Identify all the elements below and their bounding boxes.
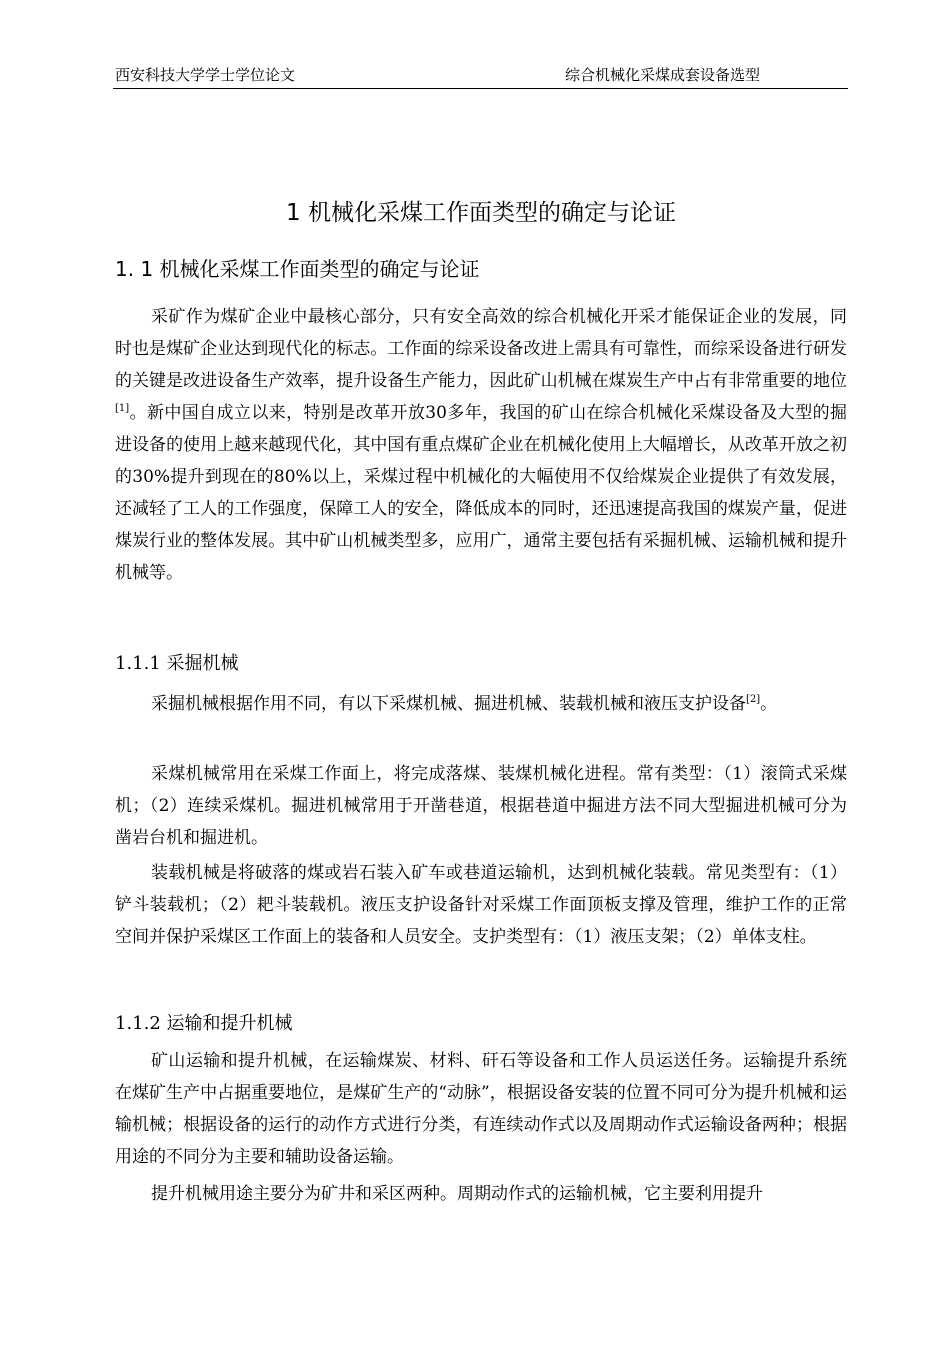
- paragraph-intro: [115, 301, 847, 589]
- paragraph-intro-text-b: 。新中国自成立以来，特别是改革开放30多年，我国的矿山在综合机械化采煤设备及大型的掘进设备的使用上越来越现代化，其中国有重点煤矿企业在机械化使用上大幅增长，从改革开放之初的30%提升到现在的80%以上，采煤过程中机械化的大幅使用不仅给煤炭企业提供了有效发展，还减轻了工人的工作强度，保障工人的安全，降低成本的同时，还迅速提高我国的煤炭产量，促进煤炭行业的整体发展。其中矿山机械类型多，应用广，通常主要包括有采掘机械、运输机械和提升机械等。: [115, 403, 847, 583]
- paragraph-mining-text-a: 采掘机械根据作用不同，有以下采煤机械、掘进机械、装载机械和液压支护设备: [151, 694, 746, 714]
- paragraph-transport-hoisting: 矿山运输和提升机械，在运输煤炭、材料、矸石等设备和工作人员运送任务。运输提升系统在煤矿生产中占据重要地位，是煤矿生产的“动脉”，根据设备安装的位置不同可分为提升机械和运输机械；根据设备的运行的动作方式进行分类，有连续动作式以及周期动作式运输设备两种；根据用途的不同分为主要和辅助设备运输。: [115, 1051, 847, 1167]
- paragraph-loading-machines: 装载机械是将破落的煤或岩石装入矿车或巷道运输机，达到机械化装载。常见类型有：（1）铲斗装载机；（2）耙斗装载机。液压支护设备针对采煤工作面顶板支撑及管理，维护工作的正常空间并保护采煤区工作面上的装备和人员安全。支护类型有：（1）液压支架；（2）单体支柱。: [115, 863, 847, 947]
- paragraph-mining-machinery: [115, 688, 847, 720]
- chapter-title: 1 机械化采煤工作面类型的确定与论证: [286, 200, 676, 226]
- paragraph-mining-text-b: 。: [760, 694, 778, 714]
- paragraph-intro-text-a: 采矿作为煤矿企业中最核心部分，只有安全高效的综合机械化开采才能保证企业的发展，同时也是煤矿企业达到现代化的标志。工作面的综采设备改进上需具有可靠性，而综采设备进行研发的关键是改进设备生产效率，提升设备生产能力，因此矿山机械在煤炭生产中占有非常重要的地位: [115, 307, 847, 391]
- header-thesis-title: 综合机械化采煤成套设备选型: [564, 66, 760, 84]
- section-title: 1. 1 机械化采煤工作面类型的确定与论证: [115, 257, 480, 281]
- subsection-title-mining-machinery: 1.1.1 采掘机械: [115, 653, 239, 674]
- header-university-title: 西安科技大学学士学位论文: [115, 66, 296, 84]
- paragraph-hoisting-usage: 提升机械用途主要分为矿井和采区两种。周期动作式的运输机械，它主要利用提升: [151, 1184, 763, 1204]
- citation-ref-2: [2]: [746, 694, 761, 705]
- paragraph-coal-mining-machines: 采煤机械常用在采煤工作面上，将完成落煤、装煤机械化进程。常有类型：（1）滚筒式采煤机；（2）连续采煤机。掘进机械常用于开凿巷道，根据巷道中掘进方法不同大型掘进机械可分为凿岩台机和掘进机。: [115, 764, 847, 848]
- citation-ref-1: [1]: [115, 403, 130, 414]
- running-header: [113, 62, 848, 89]
- subsection-title-transport-hoisting: 1.1.2 运输和提升机械: [115, 1013, 293, 1034]
